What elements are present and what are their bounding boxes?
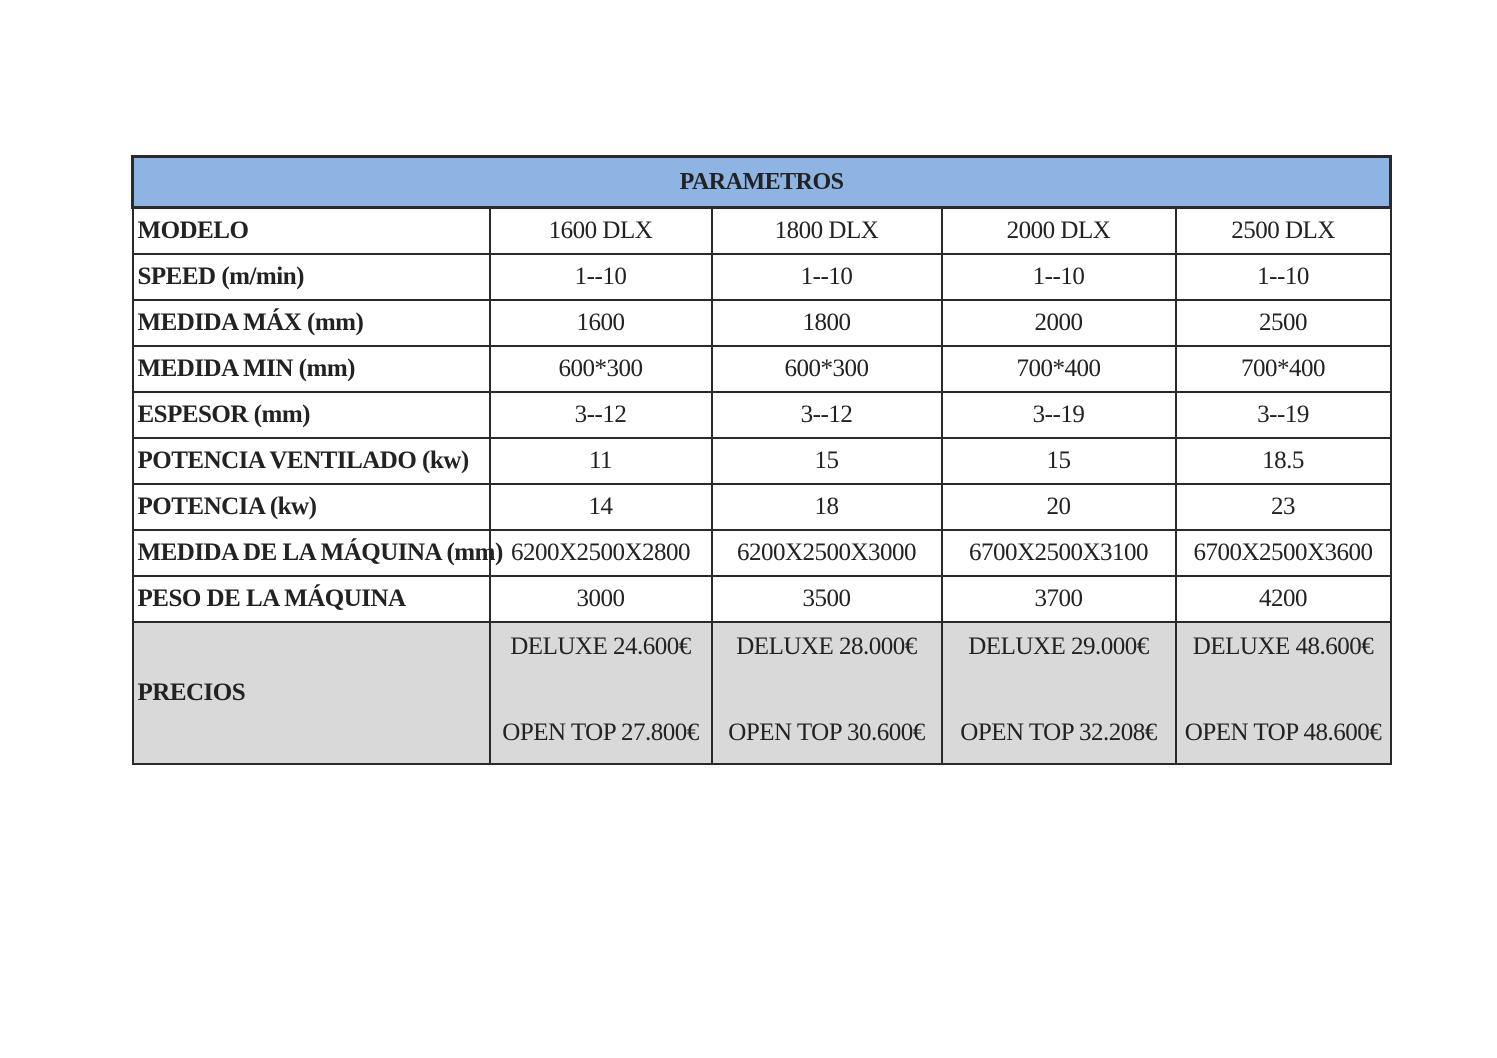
row-label: PESO DE LA MÁQUINA: [133, 576, 490, 622]
table-cell: 15: [712, 438, 942, 484]
table-cell: 2000: [942, 300, 1176, 346]
prices-label: PRECIOS: [133, 622, 490, 764]
price-cell: [712, 622, 942, 764]
table-cell: 2000 DLX: [942, 208, 1176, 255]
table-cell: 600*300: [490, 346, 712, 392]
table-cell: 1--10: [942, 254, 1176, 300]
table-cell: 1--10: [1176, 254, 1391, 300]
table-cell: 6200X2500X2800: [490, 530, 712, 576]
table-cell: 700*400: [942, 346, 1176, 392]
table-row-medida-min: [133, 346, 1391, 392]
row-label: POTENCIA VENTILADO (kw): [133, 438, 490, 484]
table-cell: 11: [490, 438, 712, 484]
price-cell: [490, 622, 712, 764]
table-cell: 2500 DLX: [1176, 208, 1391, 255]
price-open-top: OPEN TOP 27.800€: [502, 719, 699, 746]
table-cell: 2500: [1176, 300, 1391, 346]
table-cell: 600*300: [712, 346, 942, 392]
row-label: POTENCIA (kw): [133, 484, 490, 530]
price-deluxe: DELUXE 24.600€: [510, 633, 691, 660]
table-row-peso: [133, 576, 1391, 622]
table-cell: 4200: [1176, 576, 1391, 622]
table-title-row: [133, 157, 1391, 208]
table-cell: 18: [712, 484, 942, 530]
price-deluxe: DELUXE 29.000€: [968, 633, 1149, 660]
table-row-speed: [133, 254, 1391, 300]
price-open-top: OPEN TOP 48.600€: [1184, 719, 1382, 746]
table-row-potencia: [133, 484, 1391, 530]
table-cell: 20: [942, 484, 1176, 530]
row-label: SPEED (m/min): [133, 254, 490, 300]
table-cell: 1--10: [490, 254, 712, 300]
table-row-modelo: [133, 208, 1391, 255]
table-cell: 6700X2500X3100: [942, 530, 1176, 576]
table-cell: 1800: [712, 300, 942, 346]
table-cell: 3500: [712, 576, 942, 622]
table-cell: 3--19: [1176, 392, 1391, 438]
price-cell: [942, 622, 1176, 764]
table-cell: 6200X2500X3000: [712, 530, 942, 576]
table-row-medida-max: [133, 300, 1391, 346]
table-row-medida-maquina: [133, 530, 1391, 576]
table-cell: 1800 DLX: [712, 208, 942, 255]
table-cell: 1--10: [712, 254, 942, 300]
table-cell: 700*400: [1176, 346, 1391, 392]
row-label: MEDIDA MIN (mm): [133, 346, 490, 392]
price-cell: [1176, 622, 1391, 764]
table-row-espesor: [133, 392, 1391, 438]
parameters-table: [131, 155, 1392, 765]
table-row-potencia-ventilado: [133, 438, 1391, 484]
table-cell: 18.5: [1176, 438, 1391, 484]
row-label: ESPESOR (mm): [133, 392, 490, 438]
table-cell: 1600 DLX: [490, 208, 712, 255]
price-open-top: OPEN TOP 32.208€: [960, 719, 1157, 746]
price-open-top: OPEN TOP 30.600€: [728, 719, 925, 746]
table-cell: 6700X2500X3600: [1176, 530, 1391, 576]
table-cell: 3--12: [712, 392, 942, 438]
price-deluxe: DELUXE 48.600€: [1192, 633, 1374, 660]
table-cell: 3--12: [490, 392, 712, 438]
table-title: PARAMETROS: [133, 157, 1391, 208]
price-deluxe: DELUXE 28.000€: [736, 633, 917, 660]
table-cell: 14: [490, 484, 712, 530]
table-cell: 23: [1176, 484, 1391, 530]
row-label: MODELO: [133, 208, 490, 255]
table-row-precios: [133, 622, 1391, 764]
row-label: MEDIDA DE LA MÁQUINA (mm): [133, 530, 490, 576]
table-cell: 15: [942, 438, 1176, 484]
table-cell: 3000: [490, 576, 712, 622]
table-cell: 3--19: [942, 392, 1176, 438]
row-label: MEDIDA MÁX (mm): [133, 300, 490, 346]
table-cell: 1600: [490, 300, 712, 346]
table-cell: 3700: [942, 576, 1176, 622]
